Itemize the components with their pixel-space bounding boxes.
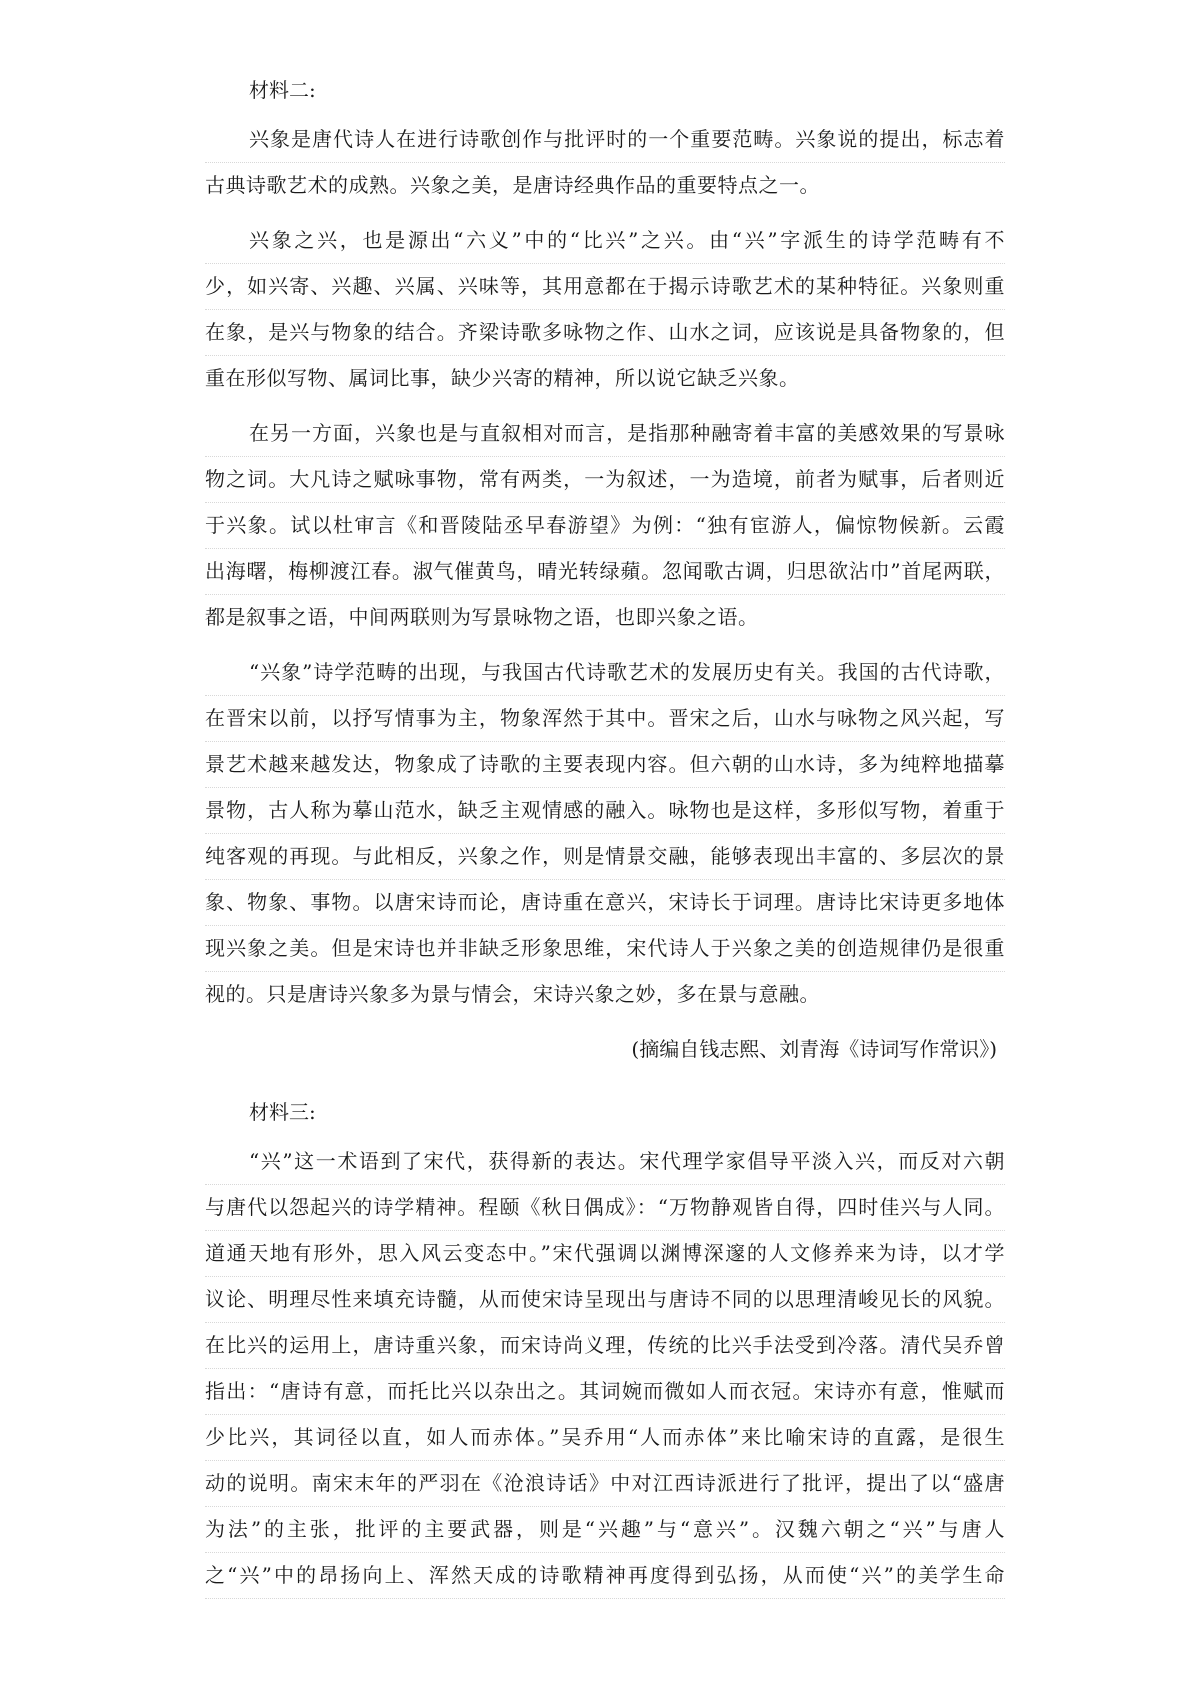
text-line: 之“兴”中的昂扬向上、浑然天成的诗歌精神再度得到弘扬，从而使“兴”的美学生命 — [205, 1553, 1005, 1599]
material-three-body — [205, 1139, 1005, 1599]
text-line: 视的。只是唐诗兴象多为景与情会，宋诗兴象之妙，多在景与意融。 — [205, 982, 820, 1006]
material-two-body — [205, 117, 1005, 1017]
text-line: 为法”的主张，批评的主要武器，则是“兴趣”与“意兴”。汉魏六朝之“兴”与唐人 — [205, 1507, 1005, 1553]
text-line: 于兴象。试以杜审言《和晋陵陆丞早春游望》为例：“独有宦游人，偏惊物候新。云霞 — [205, 503, 1005, 549]
text-line: 古典诗歌艺术的成熟。兴象之美，是唐诗经典作品的重要特点之一。 — [205, 173, 820, 197]
text-line: “兴”这一术语到了宋代，获得新的表达。宋代理学家倡导平淡入兴，而反对六朝 — [205, 1139, 1005, 1185]
text-line: 景物，古人称为摹山范水，缺乏主观情感的融入。咏物也是这样，多形似写物，着重于 — [205, 788, 1005, 834]
material-three-heading: 材料三: — [249, 1100, 316, 1124]
text-line: 与唐代以怨起兴的诗学精神。程颐《秋日偶成》：“万物静观皆自得，四时佳兴与人同。 — [205, 1185, 1005, 1231]
text-line: 道通天地有形外，思入风云变态中。”宋代强调以渊博深邃的人文修养来为诗，以才学 — [205, 1231, 1005, 1277]
text-line: “兴象”诗学范畴的出现，与我国古代诗歌艺术的发展历史有关。我国的古代诗歌， — [205, 650, 1005, 696]
text-line: 象、物象、事物。以唐宋诗而论，唐诗重在意兴，宋诗长于词理。唐诗比宋诗更多地体 — [205, 880, 1005, 926]
document-page — [205, 68, 1005, 1609]
text-line: 指出：“唐诗有意，而托比兴以杂出之。其词婉而微如人而衣冠。宋诗亦有意，惟赋而 — [205, 1369, 1005, 1415]
material-two-paragraph — [205, 411, 1005, 640]
text-line: 在晋宋以前，以抒写情事为主，物象浑然于其中。晋宋之后，山水与咏物之风兴起，写 — [205, 696, 1005, 742]
text-line: 少，如兴寄、兴趣、兴属、兴味等，其用意都在于揭示诗歌艺术的某种特征。兴象则重 — [205, 264, 1005, 310]
text-line: 出海曙，梅柳渡江春。淑气催黄鸟，晴光转绿蘋。忽闻歌古调，归思欲沾巾”首尾两联， — [205, 549, 1005, 595]
text-line: 兴象是唐代诗人在进行诗歌创作与批评时的一个重要范畴。兴象说的提出，标志着 — [205, 117, 1005, 163]
material-three-paragraph — [205, 1139, 1005, 1599]
text-line: 动的说明。南宋末年的严羽在《沧浪诗话》中对江西诗派进行了批评，提出了以“盛唐 — [205, 1461, 1005, 1507]
material-two-paragraph — [205, 650, 1005, 1017]
material-two-paragraph — [205, 117, 1005, 208]
text-line: 少比兴，其词径以直，如人而赤体。”吴乔用“人而赤体”来比喻宋诗的直露，是很生 — [205, 1415, 1005, 1461]
text-line: 都是叙事之语，中间两联则为写景咏物之语，也即兴象之语。 — [205, 605, 759, 629]
text-line: 景艺术越来越发达，物象成了诗歌的主要表现内容。但六朝的山水诗，多为纯粹地描摹 — [205, 742, 1005, 788]
text-line: 兴象之兴，也是源出“六义”中的“比兴”之兴。由“兴”字派生的诗学范畴有不 — [205, 218, 1005, 264]
text-line: 重在形似写物、属词比事，缺少兴寄的精神，所以说它缺乏兴象。 — [205, 366, 800, 390]
text-line: 在象，是兴与物象的结合。齐梁诗歌多咏物之作、山水之词，应该说是具备物象的，但 — [205, 310, 1005, 356]
material-two-source: (摘编自钱志熙、刘青海《诗词写作常识》) — [631, 1037, 997, 1061]
text-line: 纯客观的再现。与此相反，兴象之作，则是情景交融，能够表现出丰富的、多层次的景 — [205, 834, 1005, 880]
text-line: 在比兴的运用上，唐诗重兴象，而宋诗尚义理，传统的比兴手法受到冷落。清代吴乔曾 — [205, 1323, 1005, 1369]
material-two-heading: 材料二: — [249, 78, 316, 102]
material-two-paragraph — [205, 218, 1005, 401]
text-line: 现兴象之美。但是宋诗也并非缺乏形象思维，宋代诗人于兴象之美的创造规律仍是很重 — [205, 926, 1005, 972]
text-line: 物之词。大凡诗之赋咏事物，常有两类，一为叙述，一为造境，前者为赋事，后者则近 — [205, 457, 1005, 503]
text-line: 议论、明理尽性来填充诗髓，从而使宋诗呈现出与唐诗不同的以思理清峻见长的风貌。 — [205, 1277, 1005, 1323]
text-line: 在另一方面，兴象也是与直叙相对而言，是指那种融寄着丰富的美感效果的写景咏 — [205, 411, 1005, 457]
